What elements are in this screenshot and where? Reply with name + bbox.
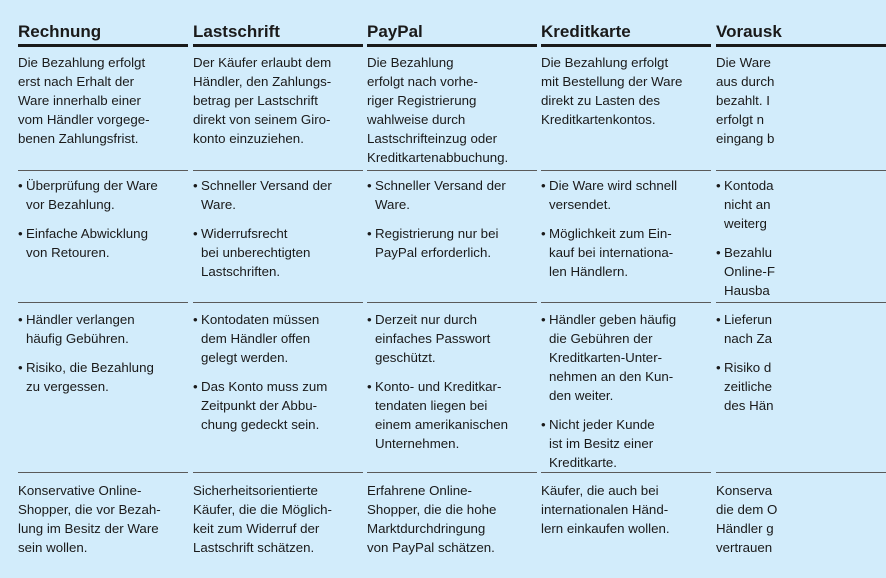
summary-text: Konserva die dem O Händler g vertrauen [716, 483, 778, 555]
section-divider [367, 302, 537, 303]
column-title: Kreditkarte [541, 22, 631, 41]
section-divider [193, 302, 363, 303]
disadvantage-item: • Kontodaten müssen dem Händler offen gelegt werden. [193, 310, 327, 367]
disadvantage-item: • Das Konto muss zum Zeitpunkt der Abbu- chung gedeckt sein. [193, 377, 327, 434]
advantages-list [541, 176, 677, 291]
header-rule [18, 44, 188, 47]
column-title: Vorausk [716, 22, 782, 41]
advantage-item: • Die Ware wird schnell versendet. [541, 176, 677, 214]
disadvantage-item: • Händler geben häufig die Gebühren der Kreditkarten-Unter- nehmen an den Kun- den weiter. [541, 310, 676, 405]
section-divider [541, 472, 711, 473]
column-title: PayPal [367, 22, 423, 41]
header-rule [541, 44, 711, 47]
column-paypal [367, 0, 543, 578]
section-divider [193, 170, 363, 171]
section-divider [18, 302, 188, 303]
advantage-item: • Möglichkeit zum Ein- kauf bei internationa- len Händlern. [541, 224, 677, 281]
summary-text: Erfahrene Online- Shopper, die die hohe Marktdurchdringung von PayPal schätzen. [367, 483, 497, 555]
section-divider [367, 170, 537, 171]
summary-text: Käufer, die auch bei internationalen Händ- lern einkaufen wollen. [541, 483, 670, 536]
advantage-item: • Widerrufsrecht bei unberechtigten Lastschriften. [193, 224, 332, 281]
header-rule [716, 44, 886, 47]
advantage-item: • Überprüfung der Ware vor Bezahlung. [18, 176, 158, 214]
column-title: Rechnung [18, 22, 102, 41]
section-divider [367, 472, 537, 473]
advantages-list [367, 176, 506, 272]
column-title: Lastschrift [193, 22, 280, 41]
disadvantage-item: • Händler verlangen häufig Gebühren. [18, 310, 154, 348]
disadvantages-list [367, 310, 508, 463]
advantages-list [18, 176, 158, 272]
header-rule [193, 44, 363, 47]
section-divider [716, 302, 886, 303]
advantage-item: • Bezahlu Online-F Hausba [716, 243, 775, 300]
column-kreditkarte [541, 0, 717, 578]
disadvantages-list [18, 310, 154, 406]
disadvantage-item: • Derzeit nur durch einfaches Passwort geschützt. [367, 310, 508, 367]
description-text: Der Käufer erlaubt dem Händler, den Zahlungs- betrag per Lastschrift direkt von seinem Giro- konto einzuziehen. [193, 55, 332, 146]
disadvantage-item: • Risiko d zeitliche des Hän [716, 358, 774, 415]
advantage-item: • Schneller Versand der Ware. [193, 176, 332, 214]
advantage-item: • Einfache Abwicklung von Retouren. [18, 224, 158, 262]
description-text: Die Bezahlung erfolgt mit Bestellung der Ware direkt zu Lasten des Kreditkartenkontos. [541, 55, 683, 127]
advantages-list [193, 176, 332, 291]
column-lastschrift [193, 0, 369, 578]
section-divider [193, 472, 363, 473]
disadvantage-item: • Nicht jeder Kunde ist im Besitz einer Kreditkarte. [541, 415, 676, 472]
column-rechnung [18, 0, 194, 578]
disadvantage-item: • Risiko, die Bezahlung zu vergessen. [18, 358, 154, 396]
advantage-item: • Schneller Versand der Ware. [367, 176, 506, 214]
section-divider [541, 170, 711, 171]
section-divider [18, 170, 188, 171]
section-divider [18, 472, 188, 473]
column-vorauskasse [716, 0, 782, 578]
advantage-item: • Kontoda nicht an weiterg [716, 176, 775, 233]
disadvantages-list [193, 310, 327, 444]
description-text: Die Bezahlung erfolgt nach vorhe- riger Registrierung wahlweise durch Lastschrifteinzug oder Kreditkartenabbuchung. [367, 55, 509, 165]
disadvantages-list [716, 310, 774, 425]
section-divider [716, 170, 886, 171]
disadvantage-item: • Lieferun nach Za [716, 310, 774, 348]
advantage-item: • Registrierung nur bei PayPal erforderlich. [367, 224, 506, 262]
disadvantage-item: • Konto- und Kreditkar- tendaten liegen bei einem amerikanischen Unternehmen. [367, 377, 508, 453]
disadvantages-list [541, 310, 676, 482]
section-divider [541, 302, 711, 303]
header-rule [367, 44, 537, 47]
summary-text: Konservative Online- Shopper, die vor Bezah- lung im Besitz der Ware sein wollen. [18, 483, 161, 555]
description-text: Die Bezahlung erfolgt erst nach Erhalt der Ware innerhalb einer vom Händler vorgege- benen Zahlungsfrist. [18, 55, 150, 146]
description-text: Die Ware aus durch bezahlt. I erfolgt n eingang b [716, 55, 775, 146]
summary-text: Sicherheitsorientierte Käufer, die die Möglich- keit zum Widerruf der Lastschrift schätzen. [193, 483, 332, 555]
advantages-list [716, 176, 775, 310]
section-divider [716, 472, 886, 473]
